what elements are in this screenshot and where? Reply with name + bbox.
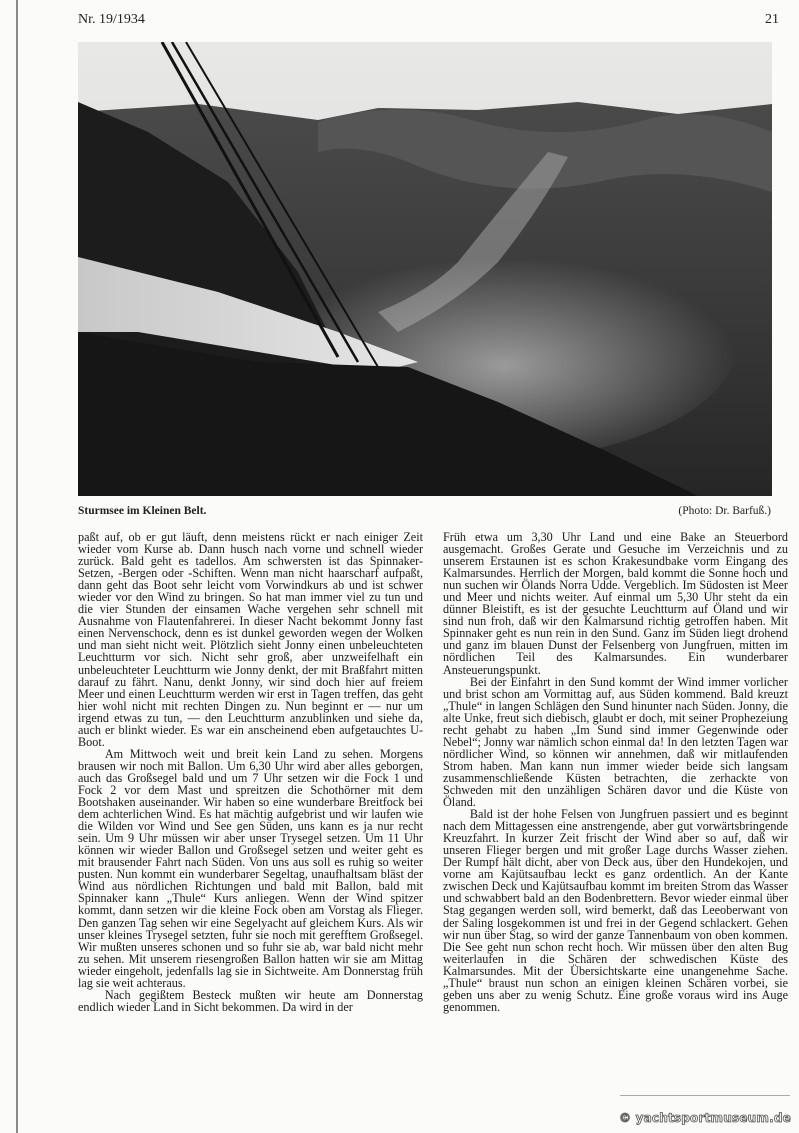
copyright-watermark: © yachtsportmuseum.de [619,1111,791,1125]
paragraph: Nach gegißtem Besteck mußten wir heute am Donnerstag endlich wieder Land in Sicht bekommen. Da wird in der [78,987,423,1014]
photo-illustration [78,42,772,496]
paragraph: Bei der Einfahrt in den Sund kommt der Wind immer vorlicher und brist schon am Vormittag auf, aus Süden kommend. Bald kreuzt „Thule“ in langen Schlägen den Sund hinunter nach Süden. Jonny, die alte Unke, freut sich diebisch, glaubt er doch, mit seiner Prophezeiung recht gehabt zu haben „Im Sund sind immer Gegenwinde oder Nebel“; Jonny war nämlich schon einmal da! In den letzten Tagen war nördlicher Wind, so können wir annehmen, daß wir mitlaufenden Strom haben. Man kann nun immer wieder beide sich langsam zusammenschließende Küsten betrachten, die zerhackte von Schweden mit den unzähligen Schären davor und die Küste von Öland. [443,674,788,810]
paragraph: Bald ist der hohe Felsen von Jungfruen passiert und es beginnt nach dem Mittagessen eine anstrengende, aber gut vorwärtsbringende Kreuzfahrt. In kurzer Zeit frischt der Wind aber so auf, daß wir unseren Flieger bergen und mit großer Lage durchs Wasser ziehen. Der Rumpf hält dicht, aber von Deck aus, über den Hundekojen, und vorne am Kajütsaufbau leckt es ganz ordentlich. An der Kante zwischen Deck und Kajütsaufbau kommt im breiten Strom das Wasser und schwabbert bald an den Bodenbrettern. Bevor wieder einmal über Stag gegangen werden soll, wird bemerkt, daß das Leeoberwant von der Saling losgekommen ist und frei in der Gegend schlackert. Gehen wir nun über Stag, so wird der ganze Tannenbaum von oben kommen. Die See geht nun schon recht hoch. Wir müssen über den alten Bug weiterlaufen in die Schären der schwedischen Küste des Kalmarsundes. Mit der Übersichtskarte eine unangenehme Sache. „Thule“ braust nun schon an einigen kleinen Schären vorbei, sie geben uns aber zu wenig Schutz. Eine große voraus wird ins Auge genommen. [443,807,788,1014]
paragraph: Früh etwa um 3,30 Uhr Land und eine Bake an Steuerbord ausgemacht. Großes Gerate und Gesuche im Verzeichnis und zu unserem Erstaunen ist es schon Krakesundbake vorm Eingang des Kalmarsundes. Herrlich der Morgen, bald kommt die Sonne hoch und nun suchen wir Ölands Norra Udde. Vergeblich. Im Südosten ist Meer und Meer und nichts weiter. Auf einmal um 5,30 Uhr steht da ein dünner Bleistift, es ist der gesuchte Leuchtturm auf Öland und wir sind nun froh, daß wir den Kalmarsund richtig getroffen haben. Mit Spinnaker geht es nun rein in den Sund. Ganz im Süden liegt drohend und ganz im blauen Dunst der Felsenberg von Jungfruen, mitten im nördlichen Teil des Kalmarsundes. Ein wunderbarer Ansteuerungspunkt. [443,530,788,677]
paragraph: Am Mittwoch weit und breit kein Land zu sehen. Morgens brausen wir noch mit Ballon. Um 6,30 Uhr wird aber alles geborgen, auch das Großsegel bald und um 7 Uhr setzen wir die Fock 1 und Fock 2 vor dem Mast und spreitzen die Schothörner mit dem Bootshaken auseinander. Wir haben so eine wunderbare Breitfock bei dem achterlichen Wind. Es hat mächtig aufgebrist und wir laufen wie die Wilden vor Wind und See gen Süden, uns kann es ja nur recht sein. Um 9 Uhr müssen wir aber unser Trysegel setzen. Um 11 Uhr können wir wieder Ballon und Großsegel setzen und weiter geht es mit brausender Fahrt nach Süden. Von uns aus soll es ruhig so weiter pusten. Nun kommt ein wunderbarer Segeltag, unaufhaltsam bläst der Wind aus nördlichen Richtungen und bald mit Ballon, bald mit Spinnaker kann „Thule“ Kurs anliegen. Wenn der Wind spitzer kommt, dann setzen wir die kleine Fock oben am Vorstag als Flieger. Den ganzen Tag sehen wir eine Segelyacht auf gleichem Kurs. Als wir unser kleines Trysegel setzten, fuhr sie noch mit gerefftem Großsegel. Wir mußten unseres schonen und so fuhr sie ab, war bald nicht mehr zu sehen. Mit unserem riesengroßen Ballon hatten wir sie am Mittag wieder eingeholt, jedenfalls lag sie in Sichtweite. Am Donnerstag früh lag sie weit achteraus. [78,746,423,990]
page-number: 21 [765,12,779,27]
storm-sea-photo [78,42,772,496]
photo-caption: Sturmsee im Kleinen Belt. [78,505,207,517]
paragraph: paßt auf, ob er gut läuft, denn meistens rückt er nach einiger Zeit wieder vom Kurse ab. Dann husch nach vorne und schnell wieder zurück. Bald geht es tadellos. Am schwersten ist das Spinnaker-Setzen, -Bergen oder -Schiften. Wenn man nicht haarscharf aufpaßt, dann geht das Boot sehr leicht vom Vorwindkurs ab und ist schwer wieder vor den Wind zu bringen. So hat man immer viel zu tun und die vier Stunden der einsamen Wache vergehen sehr schnell mit Ausnahme von Flautenfahrerei. In dieser Nacht bekommt Jonny fast einen Nervenschock, denn es ist dunkel geworden wegen der Wolken und man sieht nicht weit. Plötzlich sieht Jonny einen unbeleuchteten Leuchtturm vor sich. Nicht sehr groß, aber unzweifelhaft ein unbeleuchteter Leuchtturm wie Jonny denkt, der mit Braßfahrt mitten darauf zu fährt. Nanu, denkt Jonny, wir sind doch hier auf freiem Meer und einen Leuchtturm werden wir erst in Tagen treffen, das geht hier wohl nicht mit rechten Dingen zu. Nun beginnt er — nur um irgend etwas zu tun, — den Leuchtturm anzublinken und siehe da, auch er blinkt wieder. Es war ein anscheinend eben aufgetauchtes U-Boot. [78,530,423,749]
scan-edge-line [16,0,18,1133]
article-column-right [443,531,788,1013]
article-column-left [78,531,423,1013]
photo-credit: (Photo: Dr. Barfuß.) [678,505,771,517]
issue-number: Nr. 19/1934 [78,12,145,27]
divider [620,1095,790,1096]
